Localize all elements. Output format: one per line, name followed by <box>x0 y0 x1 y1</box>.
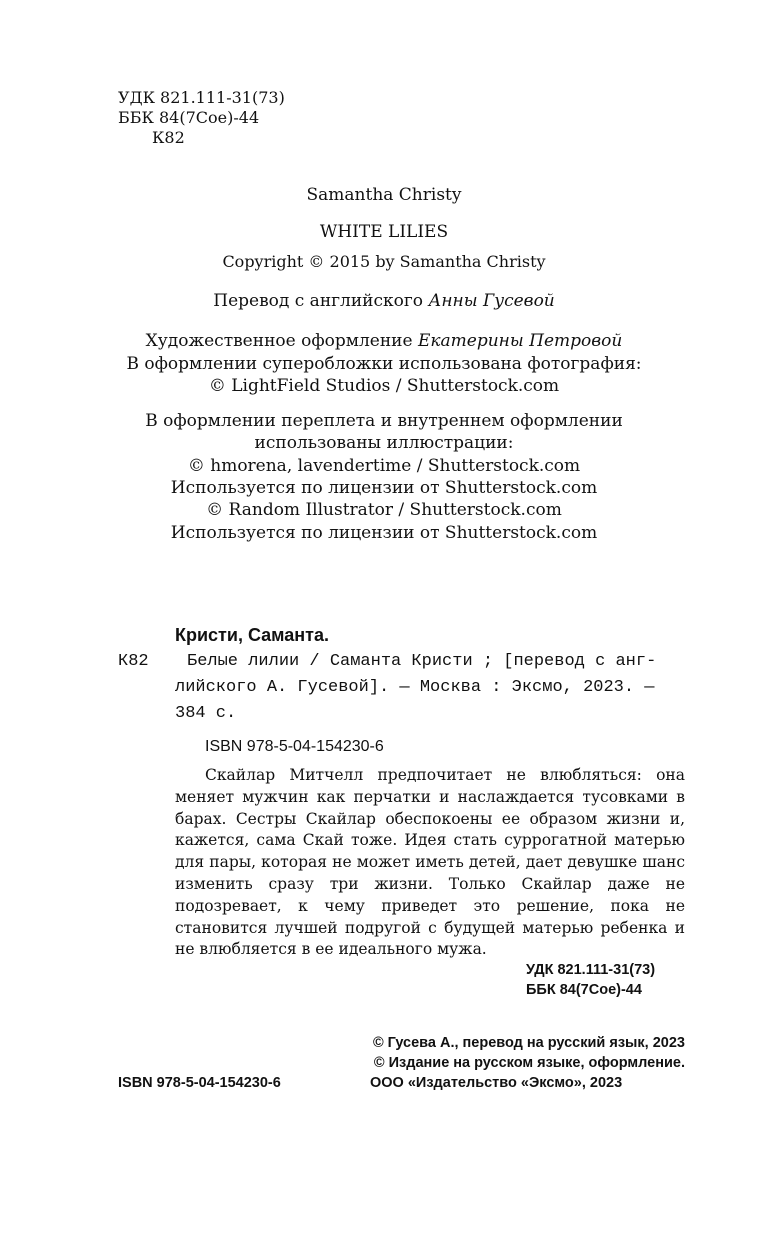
bbk-code-bottom: ББК 84(7Сое)-44 <box>526 982 642 998</box>
design-credit <box>0 330 768 352</box>
license-line2: Используется по лицензии от Shutterstock.com <box>170 523 598 543</box>
footer-copyright-translation: © Гусева А., перевод на русский язык, 2023 <box>372 1035 685 1051</box>
illustrations-line1: В оформлении переплета и внутреннем оформлении <box>145 411 623 431</box>
catalog-line1: Белые лилии / Саманта Кристи ; [перевод с анг- <box>187 652 657 671</box>
original-copyright: Copyright © 2015 by Samantha Christy <box>222 252 546 271</box>
designer-name: Екатерины Петровой <box>417 331 623 351</box>
translation-credit <box>0 290 768 312</box>
design-label: Художественное оформление <box>145 331 413 351</box>
original-title: WHITE LILIES <box>319 222 449 242</box>
catalog-isbn: ISBN 978-5-04-154230-6 <box>205 738 384 755</box>
translation-label: Перевод с английского <box>213 291 424 311</box>
annotation-paragraph: Скайлар Митчелл предпочитает не влюбляться: она меняет мужчин как перчатки и наслаждается тусовками в барах. Сестры Скайлар обеспокоены ее образом жизни и, кажется, сама Скай тоже. Идея стать суррогатной матерью для пары, которая не может иметь детей, дает девушке шанс изменить сразу три жизни. Только Скайлар даже не подозревает, к чему приведет это решение, пока не становится лучшей подругой с будущей матерью ребенка и не влюбляется в ее идеального мужа. <box>175 766 685 959</box>
translator-name: Анны Гусевой <box>428 291 555 311</box>
illustrations-line2: использованы иллюстрации: <box>254 433 514 453</box>
catalog-mark: К82 <box>118 652 149 671</box>
catalog-line2: лийского А. Гусевой]. — Москва : Эксмо, 2023. — <box>175 678 655 697</box>
footer-isbn: ISBN 978-5-04-154230-6 <box>118 1075 281 1091</box>
illustrations-source2: © Random Illustrator / Shutterstock.com <box>206 500 562 520</box>
catalog-heading: Кристи, Саманта. <box>175 625 329 645</box>
footer-publisher: ООО «Издательство «Эксмо», 2023 <box>370 1075 623 1091</box>
udk-code-bottom: УДК 821.111-31(73) <box>526 962 656 978</box>
catalog-line3: 384 с. <box>175 704 237 723</box>
cover-photo-source: © LightField Studios / Shutterstock.com <box>208 376 560 396</box>
original-author: Samantha Christy <box>306 185 462 205</box>
cover-photo-line: В оформлении суперобложки использована фотография: <box>126 354 642 374</box>
license-line1: Используется по лицензии от Shutterstock.com <box>170 478 598 498</box>
footer-copyright-edition: © Издание на русском языке, оформление. <box>373 1055 685 1071</box>
udk-code: УДК 821.111-31(73) <box>118 88 285 107</box>
author-mark: К82 <box>152 128 185 147</box>
bbk-code: ББК 84(7Сое)-44 <box>118 108 260 127</box>
illustrations-source1: © hmorena, lavendertime / Shutterstock.com <box>187 456 581 476</box>
